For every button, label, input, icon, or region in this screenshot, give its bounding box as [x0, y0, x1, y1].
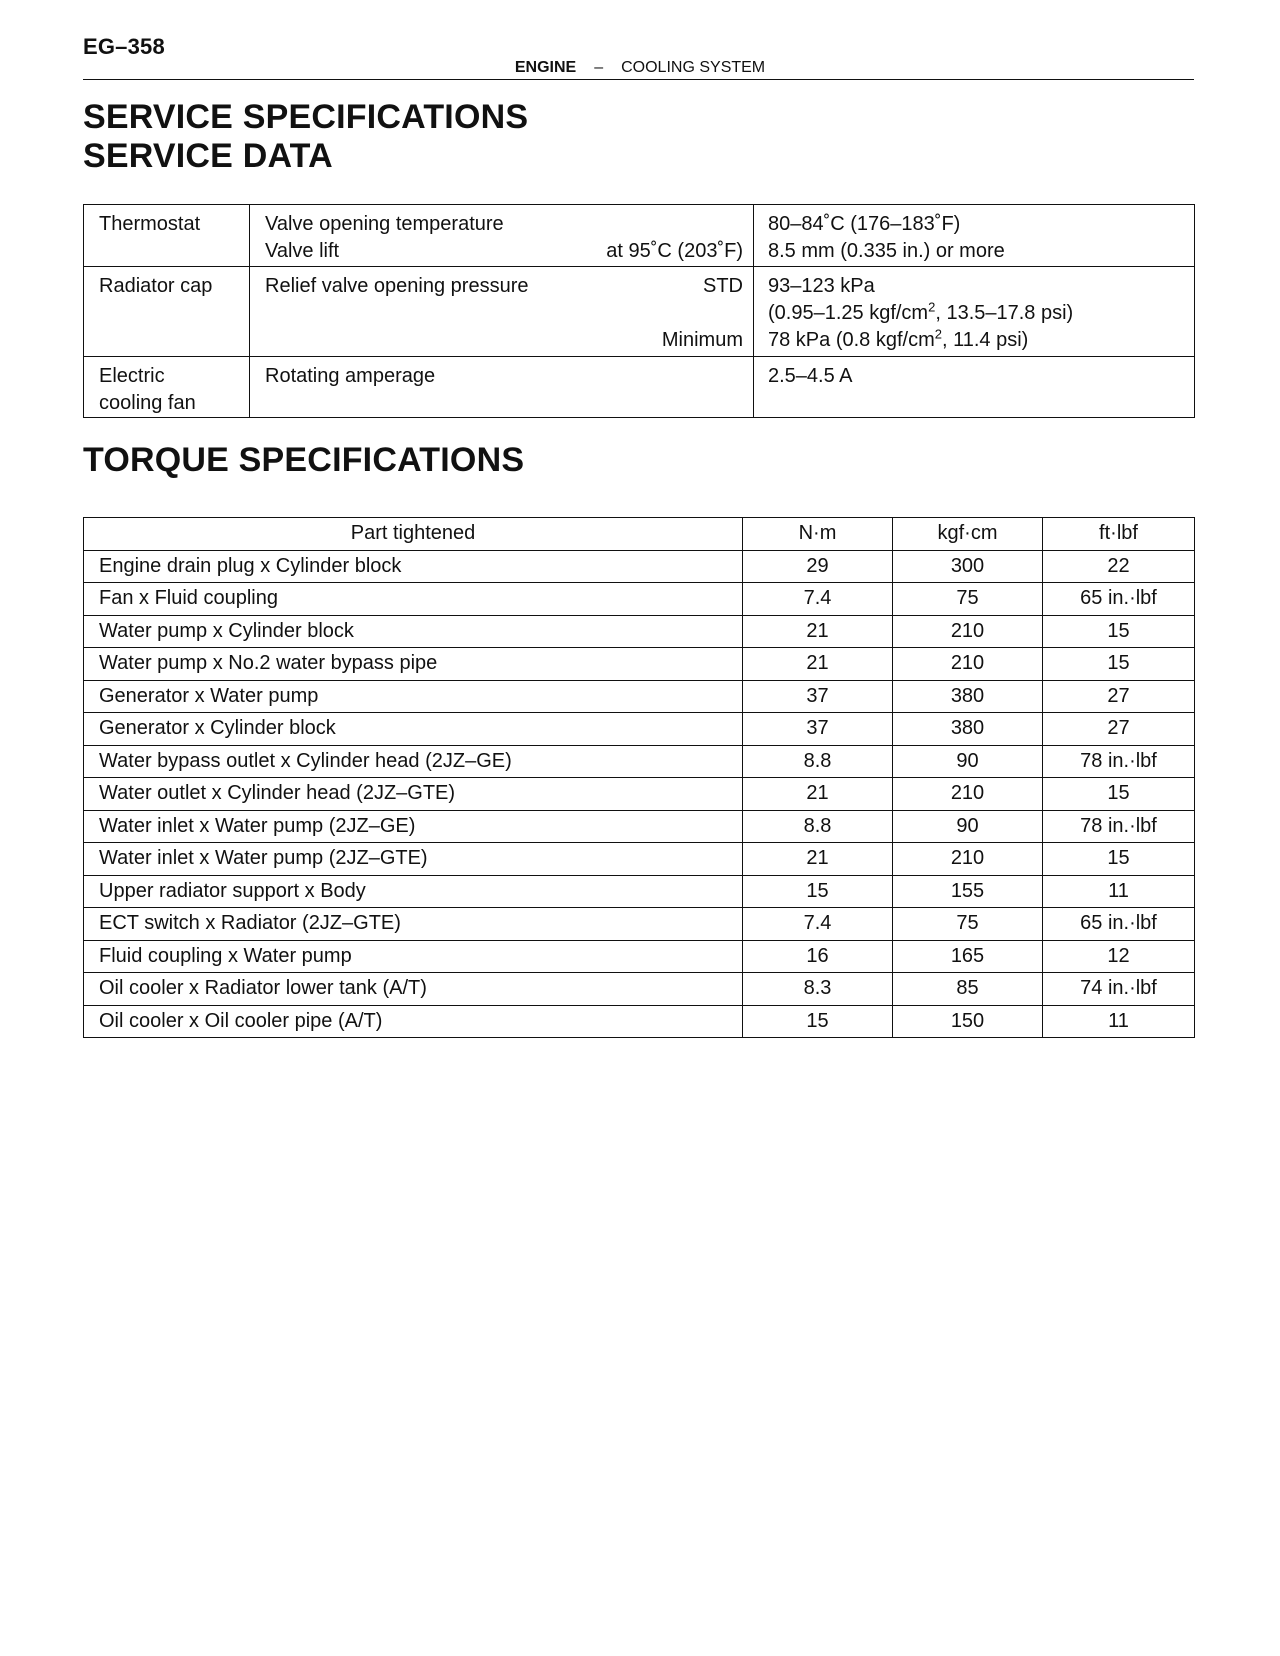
service-specifications-title: SERVICE SPECIFICATIONS — [83, 98, 529, 136]
torque-specifications-title: TORQUE SPECIFICATIONS — [83, 441, 525, 479]
value-cell: 15 — [1043, 778, 1195, 811]
value-cell: 11 — [1043, 1005, 1195, 1038]
value-cell: 7.4 — [743, 908, 893, 941]
value-text: 93–123 kPa — [768, 275, 875, 297]
value-cell: 210 — [893, 615, 1043, 648]
cooling-fan-values — [754, 357, 1195, 418]
value-cell: 210 — [893, 778, 1043, 811]
radiator-cap-values — [754, 267, 1195, 357]
column-header: kgf·cm — [893, 518, 1043, 551]
torque-table — [83, 517, 1195, 1038]
page-number: EG–358 — [83, 34, 165, 59]
table-row — [84, 973, 1195, 1006]
value-cell: 75 — [893, 583, 1043, 616]
value-text: 8.5 mm (0.335 in.) or more — [768, 240, 1005, 262]
radiator-cap-row — [84, 267, 1195, 357]
spec-value — [768, 300, 1184, 327]
spec-line — [265, 238, 743, 265]
item-condition: at 95˚C (203˚F) — [606, 240, 743, 262]
table-row — [84, 908, 1195, 941]
item-label: Rotating amperage — [265, 365, 436, 387]
value-cell: 155 — [893, 875, 1043, 908]
cooling-fan-items — [250, 357, 754, 418]
torque-header-row — [84, 518, 1195, 551]
spec-line — [265, 211, 743, 238]
value-cell: 165 — [893, 940, 1043, 973]
value-cell: 15 — [743, 1005, 893, 1038]
spec-value — [768, 363, 1184, 390]
part-cell: Water inlet x Water pump (2JZ–GTE) — [84, 843, 743, 876]
table-row — [84, 810, 1195, 843]
value-cell: 380 — [893, 680, 1043, 713]
table-row — [84, 843, 1195, 876]
spec-value — [768, 211, 1184, 238]
column-header: ft·lbf — [1043, 518, 1195, 551]
value-cell: 74 in.·lbf — [1043, 973, 1195, 1006]
item-label: Valve lift — [265, 240, 340, 262]
component-label: Electric — [99, 365, 165, 387]
value-cell: 85 — [893, 973, 1043, 1006]
minimum-label: Minimum — [661, 329, 743, 351]
value-cell: 210 — [893, 843, 1043, 876]
value-cell: 8.8 — [743, 810, 893, 843]
value-cell: 90 — [893, 810, 1043, 843]
table-row — [84, 550, 1195, 583]
component-label: Radiator cap — [99, 275, 213, 297]
table-row — [84, 875, 1195, 908]
part-cell: Water outlet x Cylinder head (2JZ–GTE) — [84, 778, 743, 811]
part-cell: Water pump x Cylinder block — [84, 615, 743, 648]
running-head-subsection: COOLING SYSTEM — [621, 59, 766, 76]
value-cell: 16 — [743, 940, 893, 973]
value-cell: 12 — [1043, 940, 1195, 973]
value-cell: 27 — [1043, 680, 1195, 713]
table-row — [84, 778, 1195, 811]
value-cell: 75 — [893, 908, 1043, 941]
part-cell: Generator x Cylinder block — [84, 713, 743, 746]
running-head — [0, 59, 1280, 77]
value-cell: 11 — [1043, 875, 1195, 908]
value-cell: 15 — [743, 875, 893, 908]
running-head-section: ENGINE — [514, 59, 577, 76]
value-cell: 15 — [1043, 843, 1195, 876]
spec-line — [265, 363, 743, 390]
column-header: Part tightened — [84, 518, 743, 551]
value-cell: 210 — [893, 648, 1043, 681]
part-cell: Water bypass outlet x Cylinder head (2JZ–GE) — [84, 745, 743, 778]
value-cell: 21 — [743, 615, 893, 648]
value-cell: 15 — [1043, 648, 1195, 681]
value-cell: 90 — [893, 745, 1043, 778]
thermostat-component — [84, 205, 250, 267]
cooling-fan-row — [84, 357, 1195, 418]
value-cell: 29 — [743, 550, 893, 583]
radiator-cap-items — [250, 267, 754, 357]
value-cell: 8.3 — [743, 973, 893, 1006]
radiator-cap-component — [84, 267, 250, 357]
column-header: N·m — [743, 518, 893, 551]
table-row — [84, 615, 1195, 648]
value-cell: 65 in.·lbf — [1043, 583, 1195, 616]
value-cell: 78 in.·lbf — [1043, 810, 1195, 843]
thermostat-items — [250, 205, 754, 267]
cooling-fan-component — [84, 357, 250, 418]
part-cell: Upper radiator support x Body — [84, 875, 743, 908]
part-cell: Engine drain plug x Cylinder block — [84, 550, 743, 583]
thermostat-row — [84, 205, 1195, 267]
running-head-separator: – — [594, 59, 604, 76]
value-text: 80–84˚C (176–183˚F) — [768, 213, 961, 235]
part-cell: Water pump x No.2 water bypass pipe — [84, 648, 743, 681]
value-cell: 15 — [1043, 615, 1195, 648]
header-rule — [83, 79, 1194, 80]
value-text: 78 kPa (0.8 kgf/$cm^2$, 11.4 psi) — [768, 326, 1029, 351]
component-label: cooling fan — [99, 392, 196, 414]
value-cell: 7.4 — [743, 583, 893, 616]
service-data-table — [83, 204, 1195, 418]
part-cell: ECT switch x Radiator (2JZ–GTE) — [84, 908, 743, 941]
value-cell: 37 — [743, 713, 893, 746]
value-cell: 8.8 — [743, 745, 893, 778]
part-cell: Fluid coupling x Water pump — [84, 940, 743, 973]
spec-value — [768, 327, 1184, 354]
spec-value — [768, 238, 1184, 265]
part-cell: Generator x Water pump — [84, 680, 743, 713]
table-row — [84, 648, 1195, 681]
value-cell: 380 — [893, 713, 1043, 746]
service-data-title: SERVICE DATA — [83, 137, 333, 175]
component-label: Thermostat — [99, 213, 201, 235]
table-row — [84, 745, 1195, 778]
value-cell: 37 — [743, 680, 893, 713]
value-cell: 300 — [893, 550, 1043, 583]
part-cell: Oil cooler x Radiator lower tank (A/T) — [84, 973, 743, 1006]
value-text: (0.95–1.25 kgf/$cm^2$, 13.5–17.8 psi) — [768, 299, 1074, 324]
part-cell: Water inlet x Water pump (2JZ–GE) — [84, 810, 743, 843]
spec-line — [265, 300, 743, 327]
spec-value — [768, 273, 1184, 300]
value-cell: 65 in.·lbf — [1043, 908, 1195, 941]
thermostat-values — [754, 205, 1195, 267]
value-cell: 21 — [743, 778, 893, 811]
item-label: Valve opening temperature — [265, 213, 504, 235]
part-cell: Fan x Fluid coupling — [84, 583, 743, 616]
value-cell: 22 — [1043, 550, 1195, 583]
value-text: 2.5–4.5 A — [768, 365, 853, 387]
table-row — [84, 713, 1195, 746]
value-cell: 21 — [743, 843, 893, 876]
table-row — [84, 583, 1195, 616]
spec-line — [265, 327, 743, 354]
part-cell: Oil cooler x Oil cooler pipe (A/T) — [84, 1005, 743, 1038]
value-cell: 27 — [1043, 713, 1195, 746]
table-row — [84, 680, 1195, 713]
spec-line — [265, 273, 743, 300]
item-label: Relief valve opening pressure — [265, 275, 529, 297]
table-row — [84, 940, 1195, 973]
value-cell: 150 — [893, 1005, 1043, 1038]
value-cell: 78 in.·lbf — [1043, 745, 1195, 778]
std-label: STD — [703, 275, 743, 297]
table-row — [84, 1005, 1195, 1038]
value-cell: 21 — [743, 648, 893, 681]
